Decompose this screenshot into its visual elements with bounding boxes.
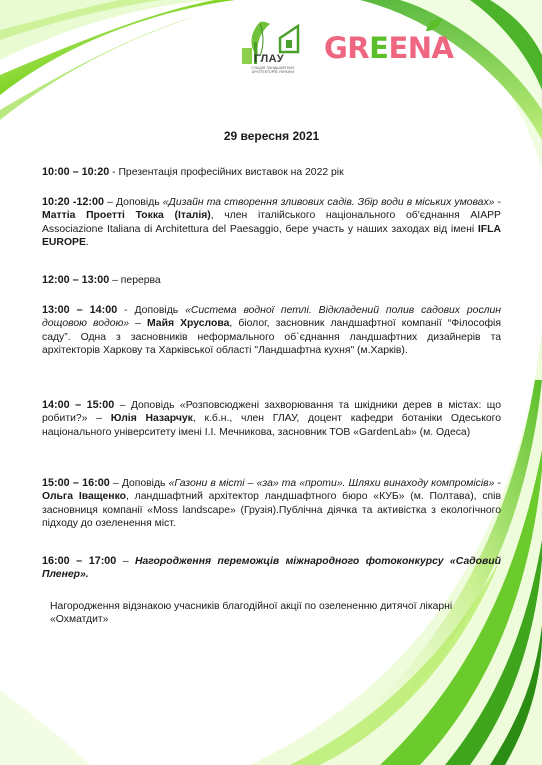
program-item-7 [42,555,501,582]
item-text: – перерва [109,275,161,286]
program-item-4 [42,304,501,357]
program-item-3 [42,274,501,287]
item-time: 15:00 – 16:00 [42,477,110,489]
item-speaker: Маттіа Проетті Токка (Італія) [42,210,211,222]
item-time: 12:00 – 13:00 [42,274,110,286]
program-item-6 [42,477,501,530]
program-date: 29 вересня 2021 [223,129,320,143]
program-closing: Нагородження відзнакою учасників благодійної акції по озелененню дитячої лікарні «Охматдит» [50,601,453,626]
item-topic: «Система водної петлі. Відкладений полив садових рослин дощовою водою» [42,305,502,330]
item-award: Нагородження переможців міжнародного фотоконкурсу «Садовий Пленер». [42,556,501,581]
leaf-icon [425,18,443,32]
item-text: , ландшафтний архітектор ландшафтного бюро «КУБ» (м. Полтава), спів засновниця компанії «Moss landscape» (Грузія).Публічна діячка та активістка з екологічного підходу до озеленення міст. [42,491,501,529]
item-text: , біолог, засновник ландшафтної компанії “Філософія саду”. Одна з засновників неформального об`єднання ландшафтних дизайнерів та архітекторів Харкову та Харківської області "Ландшафтна кухня" (м.Харків). [42,318,501,356]
program-item-2 [42,196,501,249]
item-time: 10:00 – 10:20 [42,166,110,178]
greena-logo-pre: GR [324,31,370,65]
greena-logo [324,31,454,65]
item-time: 10:20 -12:00 [42,196,105,208]
program-item-1 [42,166,501,179]
item-speaker: Юлія Назарчук [110,413,193,425]
item-speaker: Ольга Іващенко [42,491,126,503]
item-text: - [494,478,501,489]
item-topic: «Дизайн та створення зливових садів. Збір води в міських умовах» [162,197,495,208]
item-text: – Доповідь [104,197,163,208]
item-topic: «Газони в місті – «за» та «проти». Шляхи винаходу компромісів» [168,478,495,489]
item-org: IFLA EUROPE [42,223,501,248]
greena-logo-post: ENA [388,31,454,65]
item-time: 16:00 – 17:00 [42,555,117,567]
glau-logo-text: ГЛАУ [254,53,285,65]
item-speaker: Майя Хруслова [147,318,230,330]
greena-logo-accent: E [369,31,389,65]
glau-caption: ГІЛЬДІЯ ЛАНДШАФТНИХ АРХІТЕКТОРІВ УКРАЇНИ [251,66,295,74]
item-text: . [85,236,89,248]
item-text: , к.б.н., член ГЛАУ, доцент кафедри ботаніки Одеського національного університету імені І.І. Мечникова, засновник ТОВ «GardenLab» (м. Одеса) [42,413,501,438]
item-time: 14:00 – 15:00 [42,399,115,411]
item-text: – Доповідь «Розповсюджені захворювання та шкідники дерев в містах: що робити?» – [42,400,501,425]
item-text: - [494,197,501,208]
program-item-5 [42,399,501,439]
item-time: 13:00 – 14:00 [42,304,118,316]
item-text: , член італійського національного об'єднання AIAPP Associazione Italiana di Architettura del Paesaggio, бере участь у наших заходах від імені [42,210,501,235]
item-text: – Доповідь [109,478,169,489]
item-text: - Презентація професійних виставок на 2022 рік [109,167,344,178]
item-text: – [116,556,135,567]
item-text: - Доповідь [117,305,186,316]
item-text: – [129,318,148,330]
